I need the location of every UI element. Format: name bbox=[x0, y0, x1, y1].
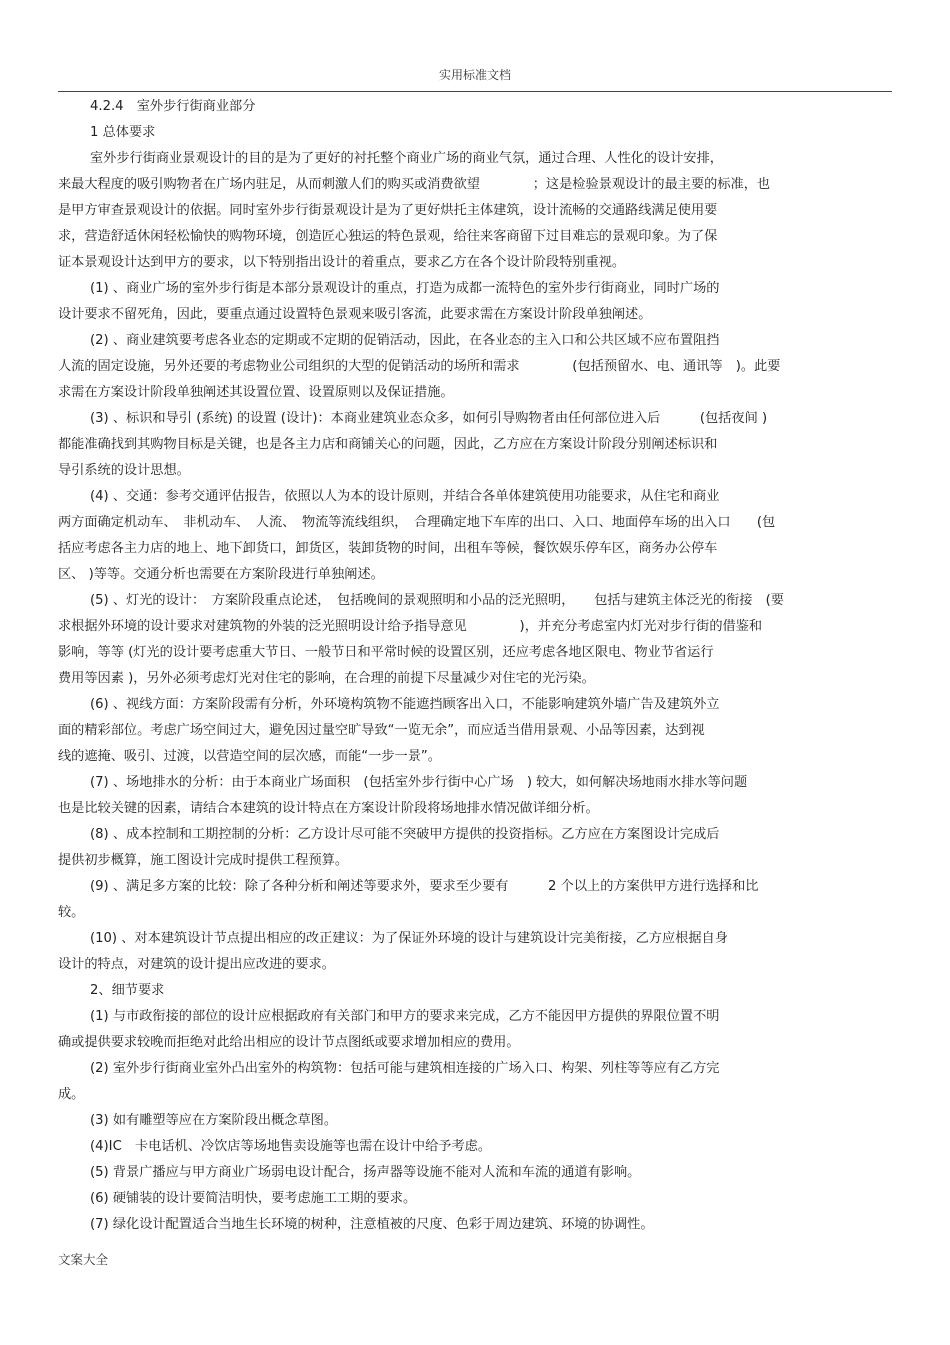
text-line: (4) 、交通：参考交通评估报告，依照以人为本的设计原则，并结合各单体建筑使用功能要求，从住宅和商业 bbox=[90, 489, 720, 504]
text-line: 导引系统的设计思想。 bbox=[58, 463, 190, 478]
text-line: 线的遮掩、吸引、过渡，以营造空间的层次感，而能“一步一景”。 bbox=[58, 749, 441, 764]
text-line: 设计要求不留死角，因此，要重点通过设置特色景观来吸引客流，此要求需在方案设计阶段单独阐述。 bbox=[58, 307, 652, 322]
text-line: (7) 绿化设计配置适合当地生长环境的树种，注意植被的尺度、色彩于周边建筑、环境的协调性。 bbox=[90, 1217, 654, 1232]
text-line: 是甲方审查景观设计的依据。同时室外步行街景观设计是为了更好烘托主体建筑，设计流畅的交通路线满足使用要 bbox=[58, 203, 718, 218]
text-line: 面的精彩部位。考虑广场空间过大，避免因过量空旷导致“一览无余”，而应适当借用景观、小品等因素，达到视 bbox=[58, 723, 705, 738]
text-line: 1 总体要求 bbox=[90, 125, 156, 140]
text-line: 室外步行街商业景观设计的目的是为了更好的衬托整个商业广场的商业气氛，通过合理、人性化的设计安排， bbox=[90, 151, 723, 166]
page-footer: 文案大全 bbox=[58, 1252, 109, 1267]
text-line: 求需在方案设计阶段单独阐述其设置位置、设置原则以及保证措施。 bbox=[58, 385, 454, 400]
text-line: (10) 、对本建筑设计节点提出相应的改正建议：为了保证外环境的设计与建筑设计完美衔接，乙方应根据自身 bbox=[90, 931, 728, 946]
text-line: (3) 如有雕塑等应在方案阶段出概念草图。 bbox=[90, 1113, 338, 1128]
text-line: 括应考虑各主力店的地上、地下卸货口，卸货区，装卸货物的时间，出租车等候，餐饮娱乐停车区，商务办公停车 bbox=[58, 541, 718, 556]
text-line: 也是比较关键的因素，请结合本建筑的设计特点在方案设计阶段将场地排水情况做详细分析。 bbox=[58, 801, 599, 816]
text-line: 费用等因素 )，另外必须考虑灯光对住宅的影响，在合理的前提下尽量减少对住宅的光污染。 bbox=[58, 671, 595, 686]
header-divider bbox=[58, 91, 892, 92]
text-line: 都能准确找到其购物目标是关键，也是各主力店和商铺关心的问题，因此，乙方应在方案设计阶段分别阐述标识和 bbox=[58, 437, 718, 452]
text-line: 求根据外环境的设计要求对建筑物的外装的泛光照明设计给予指导意见 )，并充分考虑室内灯光对步行街的借鉴和 bbox=[58, 619, 763, 634]
text-line: (7) 、场地排水的分析：由于本商业广场面积 (包括室外步行街中心广场 ) 较大，如何解决场地雨水排水等问题 bbox=[90, 775, 748, 790]
text-line: 较。 bbox=[58, 905, 85, 920]
text-line: (1) 与市政衔接的部位的设计应根据政府有关部门和甲方的要求来完成，乙方不能因甲方提供的界限位置不明 bbox=[90, 1009, 720, 1024]
text-line: (6) 、视线方面：方案阶段需有分析，外环境构筑物不能遮挡顾客出入口，不能影响建筑外墙广告及建筑外立 bbox=[90, 697, 720, 712]
text-line: 2、细节要求 bbox=[90, 983, 165, 998]
text-line: (5) 背景广播应与甲方商业广场弱电设计配合，扬声器等设施不能对人流和车流的通道有影响。 bbox=[90, 1165, 641, 1180]
text-line: 设计的特点，对建筑的设计提出应改进的要求。 bbox=[58, 957, 335, 972]
text-line: 影响，等等 (灯光的设计要考虑重大节日、一般节日和平常时候的设置区别，还应考虑各地区限电、物业节省运行 bbox=[58, 645, 714, 660]
text-line: 人流的固定设施，另外还要的考虑物业公司组织的大型的促销活动的场所和需求 (包括预留水、电、通讯等 )。此要 bbox=[58, 359, 781, 374]
text-line: (3) 、标识和导引 (系统) 的设置 (设计)：本商业建筑业态众多，如何引导购物者由任何部位进入后 (包括夜间 ) bbox=[90, 411, 768, 426]
text-line: (1) 、商业广场的室外步行街是本部分景观设计的重点，打造为成都一流特色的室外步行街商业，同时广场的 bbox=[90, 281, 720, 296]
page-header: 实用标准文档 bbox=[438, 68, 511, 82]
text-line: (2) 、商业建筑要考虑各业态的定期或不定期的促销活动，因此，在各业态的主入口和公共区域不应布置阻挡 bbox=[90, 333, 720, 348]
text-line: 求，营造舒适休闲轻松愉快的购物环境，创造匠心独运的特色景观，给往来客商留下过目难忘的景观印象。为了保 bbox=[58, 229, 718, 244]
text-line: 区、 )等等。交通分析也需要在方案阶段进行单独阐述。 bbox=[58, 567, 384, 582]
text-line: 成。 bbox=[58, 1087, 85, 1102]
text-line: (9) 、满足多方案的比较：除了各种分析和阐述等要求外，要求至少要有 2 个以上的方案供甲方进行选择和比 bbox=[90, 879, 759, 894]
text-line: (6) 硬铺装的设计要简洁明快，要考虑施工工期的要求。 bbox=[90, 1191, 417, 1206]
document-body bbox=[58, 94, 894, 1238]
text-line: 来最大程度的吸引购物者在广场内驻足，从而刺激人们的购买或消费欲望 ；这是检验景观设计的最主要的标准，也 bbox=[58, 177, 771, 192]
text-line: 提供初步概算，施工图设计完成时提供工程预算。 bbox=[58, 853, 349, 868]
text-line: 确或提供要求较晚而拒绝对此给出相应的设计节点图纸或要求增加相应的费用。 bbox=[58, 1035, 520, 1050]
text-line: (4)IC 卡电话机、冷饮店等场地售卖设施等也需在设计中给予考虑。 bbox=[90, 1139, 492, 1154]
text-line: 4.2.4 室外步行街商业部分 bbox=[90, 99, 256, 114]
text-line: 两方面确定机动车、 非机动车、 人流、 物流等流线组织， 合理确定地下车库的出口、入口、地面停车场的出入口 (包 bbox=[58, 515, 776, 530]
text-line: (5) 、灯光的设计： 方案阶段重点论述， 包括晚间的景观照明和小品的泛光照明， 包括与建筑主体泛光的衔接 (要 bbox=[90, 593, 784, 608]
text-line: 证本景观设计达到甲方的要求，以下特别指出设计的着重点，要求乙方在各个设计阶段特别重视。 bbox=[58, 255, 626, 270]
text-line: (8) 、成本控制和工期控制的分析：乙方设计尽可能不突破甲方提供的投资指标。乙方应在方案图设计完成后 bbox=[90, 827, 720, 842]
text-line: (2) 室外步行街商业室外凸出室外的构筑物：包括可能与建筑相连接的广场入口、构架、列柱等等应有乙方完 bbox=[90, 1061, 720, 1076]
